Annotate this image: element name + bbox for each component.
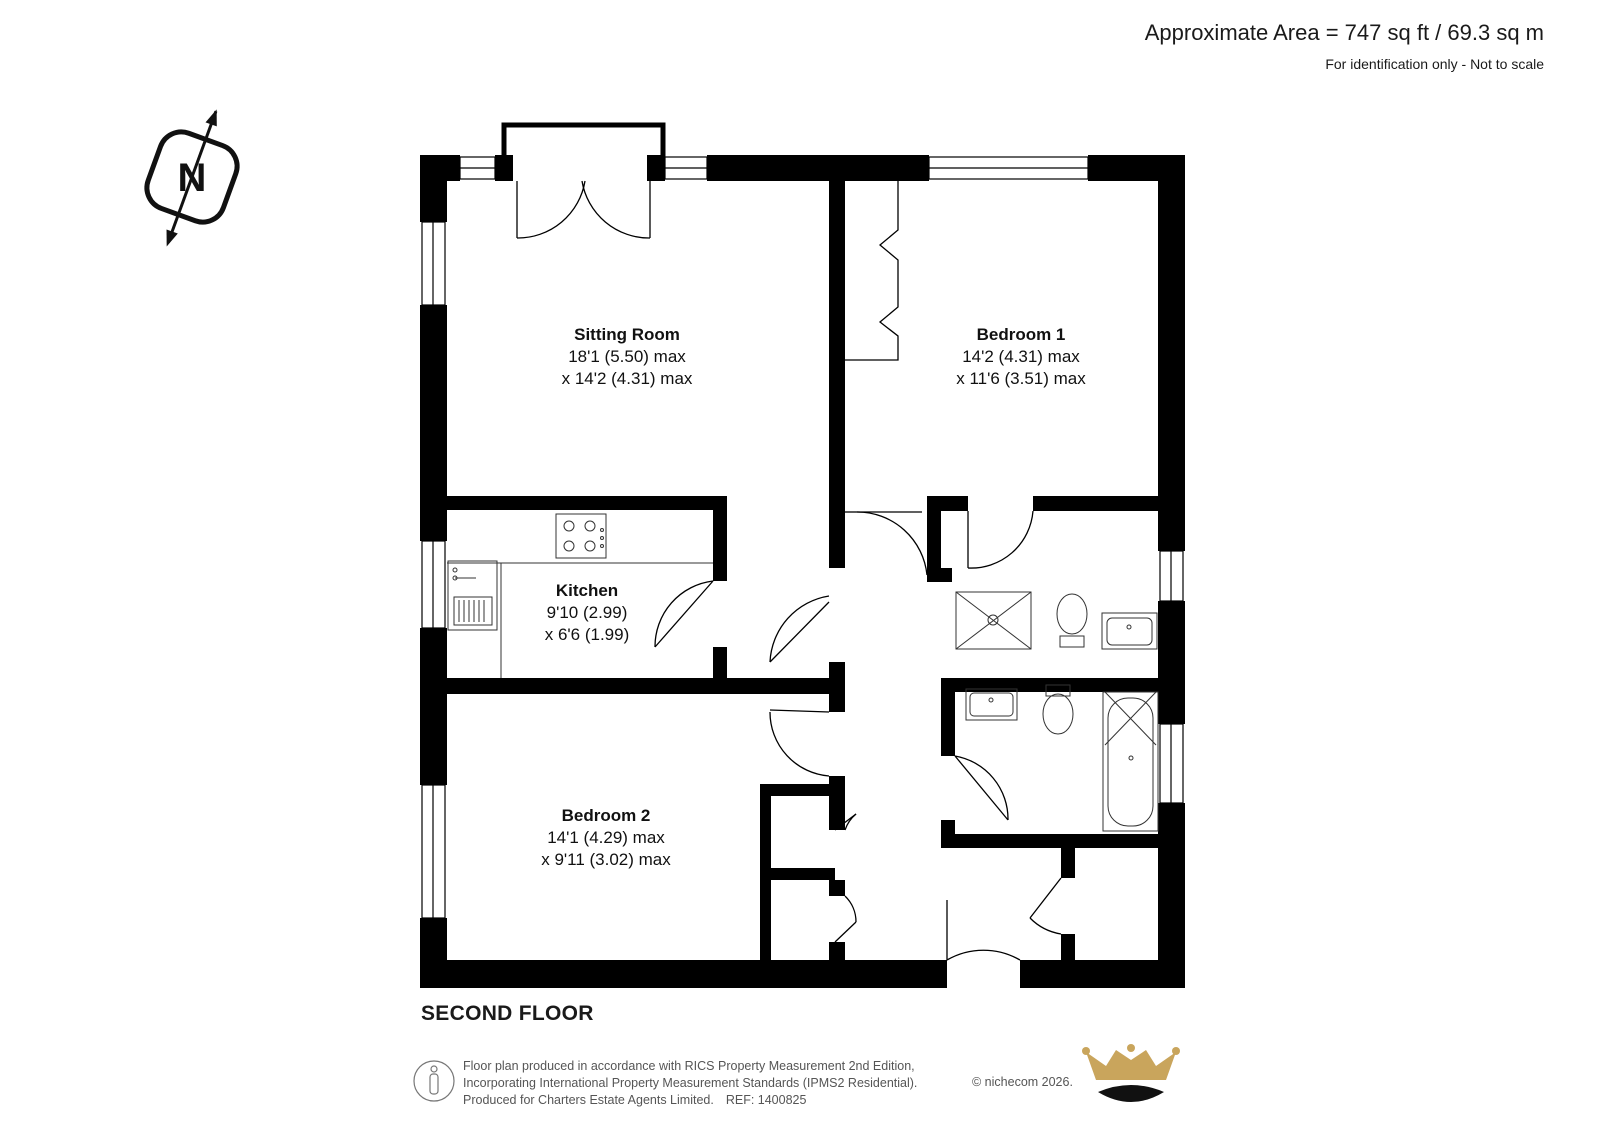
- room-name-bedroom-1: Bedroom 1: [976, 325, 1066, 344]
- walls: [420, 155, 1185, 988]
- room-name-bedroom-2: Bedroom 2: [561, 806, 651, 825]
- footer-text: [463, 1058, 917, 1109]
- copyright: © nichecom 2026.: [972, 1075, 1073, 1089]
- balcony-bay: [504, 125, 663, 158]
- crown-logo: [1082, 1044, 1180, 1102]
- room-kitchen: [545, 581, 630, 644]
- footer-ref: REF: 1400825: [725, 1093, 807, 1107]
- room-dim-sitting-2: x 14'2 (4.31) max: [561, 369, 693, 388]
- approximate-area: Approximate Area = 747 sq ft / 69.3 sq m: [1144, 20, 1544, 45]
- room-dim-bedroom-1-1: 14'2 (4.31) max: [962, 347, 1080, 366]
- compass-label: N: [177, 156, 207, 200]
- person-icon: [414, 1061, 454, 1101]
- room-name-sitting: Sitting Room: [574, 325, 680, 344]
- room-dim-bedroom-1-2: x 11'6 (3.51) max: [956, 369, 1086, 388]
- room-bedroom-1: [956, 325, 1086, 388]
- north-arrow-icon: [129, 96, 254, 261]
- room-dim-bedroom-2-2: x 9'11 (3.02) max: [541, 850, 671, 869]
- bathroom-fixtures: [956, 592, 1158, 831]
- footer-line-2: Incorporating International Property Measurement Standards (IPMS2 Residential).: [463, 1076, 918, 1090]
- scale-note: For identification only - Not to scale: [1325, 56, 1544, 72]
- room-dim-kitchen-1: 9'10 (2.99): [546, 603, 628, 622]
- room-dim-kitchen-2: x 6'6 (1.99): [544, 625, 630, 644]
- footer-line-1: Floor plan produced in accordance with RICS Property Measurement 2nd Edition,: [463, 1059, 915, 1073]
- room-name-kitchen: Kitchen: [555, 581, 619, 600]
- footer-line-3: Produced for Charters Estate Agents Limited.: [463, 1093, 714, 1107]
- room-sitting: [562, 325, 693, 388]
- floor-label: SECOND FLOOR: [421, 1002, 594, 1025]
- room-dim-bedroom-2-1: 14'1 (4.29) max: [547, 828, 665, 847]
- room-dim-sitting-1: 18'1 (5.50) max: [568, 347, 686, 366]
- room-bedroom-2: [541, 806, 671, 869]
- windows: [422, 157, 1183, 918]
